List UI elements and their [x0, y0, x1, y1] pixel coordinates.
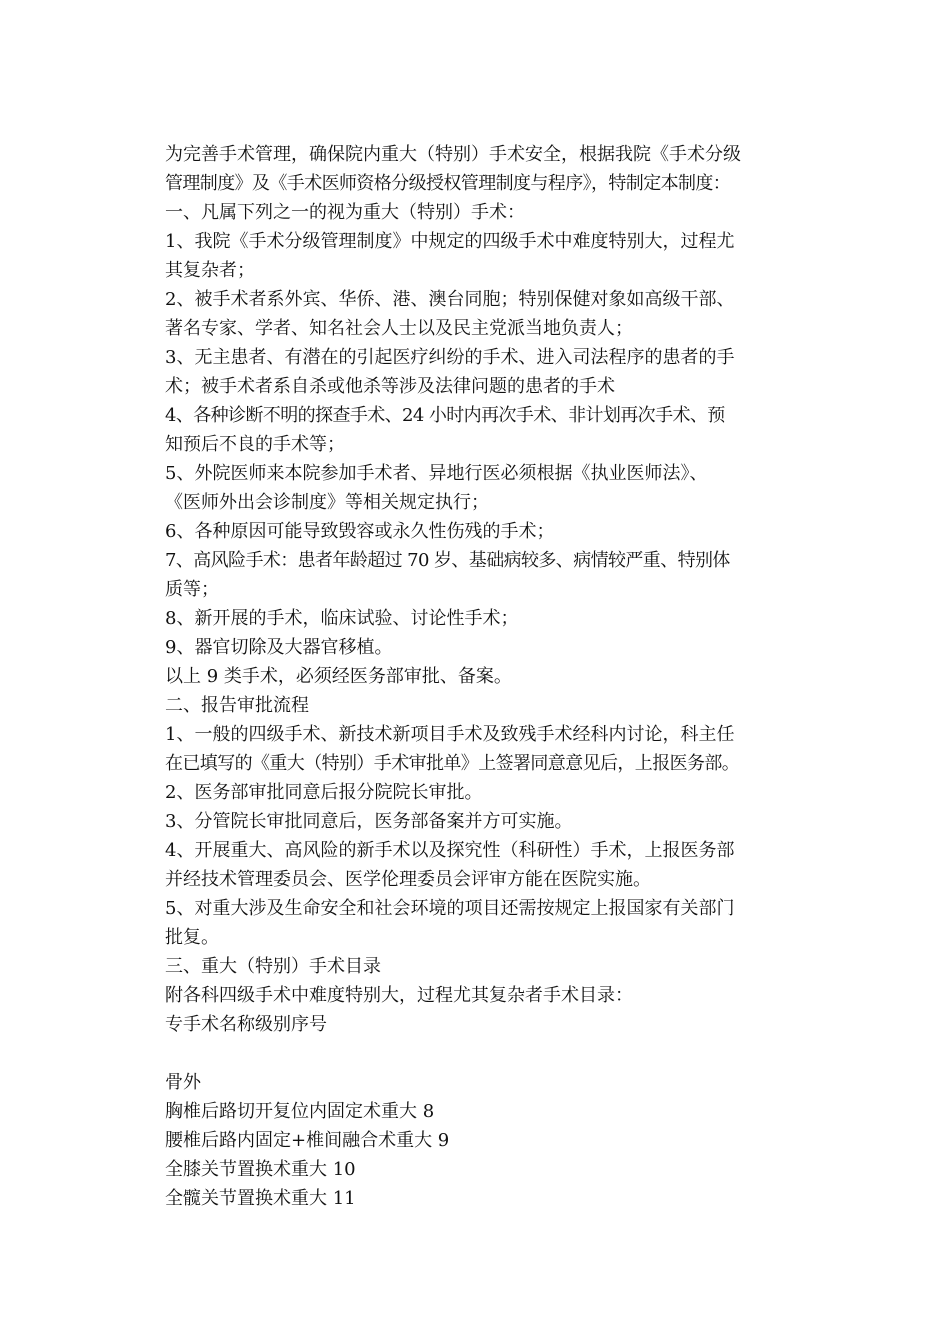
table-header-line: 专手术名称级别序号: [165, 1014, 327, 1035]
section-heading: 一、凡属下列之一的视为重大（特别）手术：: [165, 202, 525, 223]
list-item-line: 知预后不良的手术等；: [165, 434, 345, 455]
list-item-line: 2、医务部审批同意后报分院院长审批。: [165, 782, 483, 803]
list-item-line: 其复杂者；: [165, 260, 255, 281]
list-item-line: 批复。: [165, 927, 219, 948]
list-item-line: 7、高风险手术：患者年龄超过 70 岁、基础病较多、病情较严重、特别体: [165, 550, 730, 571]
list-item-line: 并经技术管理委员会、医学伦理委员会评审方能在医院实施。: [165, 869, 651, 890]
department-label: 骨外: [165, 1072, 201, 1093]
paragraph-line: 附各科四级手术中难度特别大，过程尤其复杂者手术目录：: [165, 985, 633, 1006]
paragraph-line: 为完善手术管理，确保院内重大（特别）手术安全，根据我院《手术分级: [165, 144, 741, 165]
list-item-line: 质等；: [165, 579, 219, 600]
list-item-line: 著名专家、学者、知名社会人士以及民主党派当地负责人；: [165, 318, 633, 339]
list-item-line: 5、外院医师来本院参加手术者、异地行医必须根据《执业医师法》、: [165, 463, 708, 484]
list-item-line: 1、我院《手术分级管理制度》中规定的四级手术中难度特别大，过程尤: [165, 231, 735, 252]
list-item-line: 2、被手术者系外宾、华侨、港、澳台同胞；特别保健对象如高级干部、: [165, 289, 735, 310]
paragraph-line: 以上 9 类手术，必须经医务部审批、备案。: [165, 666, 512, 687]
list-item-line: 3、分管院长审批同意后，医务部备案并方可实施。: [165, 811, 573, 832]
list-item-line: 1、一般的四级手术、新技术新项目手术及致残手术经科内讨论，科主任: [165, 724, 735, 745]
surgery-entry: 全髋关节置换术重大 11: [165, 1188, 356, 1209]
list-item-line: 3、无主患者、有潜在的引起医疗纠纷的手术、进入司法程序的患者的手: [165, 347, 735, 368]
list-item-line: 4、开展重大、高风险的新手术以及探究性（科研性）手术，上报医务部: [165, 840, 735, 861]
list-item-line: 术；被手术者系自杀或他杀等涉及法律问题的患者的手术: [165, 376, 615, 397]
surgery-entry: 全膝关节置换术重大 10: [165, 1159, 356, 1180]
section-heading: 三、重大（特别）手术目录: [165, 956, 381, 977]
surgery-entry: 腰椎后路内固定+椎间融合术重大 9: [165, 1130, 450, 1151]
paragraph-line: 管理制度》及《手术医师资格分级授权管理制度与程序》，特制定本制度：: [165, 173, 731, 194]
blank-line: [165, 1039, 805, 1068]
surgery-entry: 胸椎后路切开复位内固定术重大 8: [165, 1101, 435, 1122]
list-item-line: 4、各种诊断不明的探查手术、24 小时内再次手术、非计划再次手术、预: [165, 405, 725, 426]
list-item-line: 在已填写的《重大（特别）手术审批单》上签署同意意见后，上报医务部。: [165, 753, 740, 774]
document-body: [165, 140, 805, 1213]
list-item-line: 6、各种原因可能导致毁容或永久性伤残的手术；: [165, 521, 555, 542]
list-item-line: 9、器官切除及大器官移植。: [165, 637, 393, 658]
list-item-line: 《医师外出会诊制度》等相关规定执行；: [165, 492, 489, 513]
list-item-line: 8、新开展的手术，临床试验、讨论性手术；: [165, 608, 519, 629]
list-item-line: 5、对重大涉及生命安全和社会环境的项目还需按规定上报国家有关部门: [165, 898, 735, 919]
section-heading: 二、报告审批流程: [165, 695, 309, 716]
